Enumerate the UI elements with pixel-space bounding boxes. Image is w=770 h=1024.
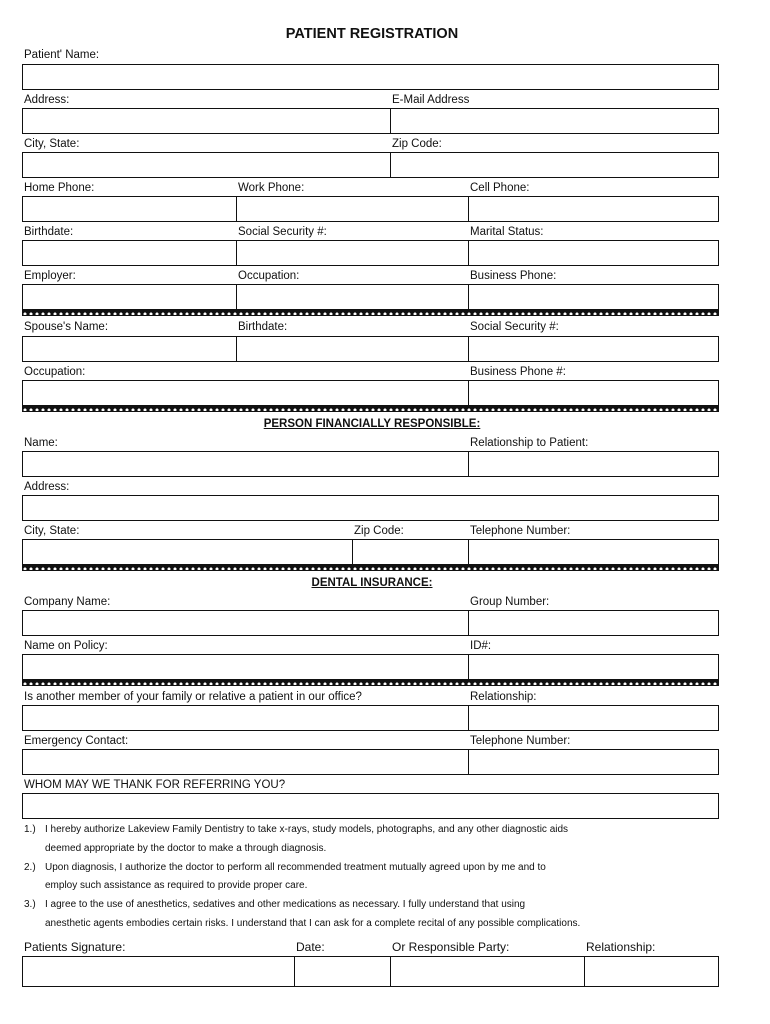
statement-2-number: 2.)	[24, 862, 36, 873]
occupation-label: Occupation:	[238, 270, 300, 282]
financial-address-label: Address:	[24, 481, 70, 493]
address-field[interactable]	[22, 108, 391, 134]
employer-field[interactable]	[22, 284, 237, 310]
section-divider	[22, 310, 719, 316]
emergency-telephone-label: Telephone Number:	[470, 735, 571, 747]
spouse-birthdate-field[interactable]	[236, 336, 469, 362]
marital-status-label: Marital Status:	[470, 226, 544, 238]
spouse-ssn-label: Social Security #:	[470, 321, 559, 333]
spouse-ssn-field[interactable]	[468, 336, 719, 362]
financial-address-field[interactable]	[22, 495, 719, 521]
business-phone-field[interactable]	[468, 284, 719, 310]
financial-heading: PERSON FINANCIALLY RESPONSIBLE:	[263, 418, 481, 430]
family-relationship-field[interactable]	[468, 705, 719, 731]
spouse-business-phone-field[interactable]	[468, 380, 719, 406]
signature-relationship-field[interactable]	[584, 956, 719, 987]
policy-name-label: Name on Policy:	[24, 640, 108, 652]
financial-relationship-field[interactable]	[468, 451, 719, 477]
statement-3-number: 3.)	[24, 899, 36, 910]
company-name-label: Company Name:	[24, 596, 111, 608]
company-name-field[interactable]	[22, 610, 469, 636]
birthdate-label: Birthdate:	[24, 226, 74, 238]
emergency-contact-label: Emergency Contact:	[24, 735, 129, 747]
insurance-heading: DENTAL INSURANCE:	[311, 577, 433, 589]
emergency-contact-field[interactable]	[22, 749, 469, 775]
zip-field[interactable]	[390, 152, 719, 178]
section-divider	[22, 406, 719, 412]
patient-signature-label: Patients Signature:	[24, 940, 126, 954]
city-state-label: City, State:	[24, 138, 80, 150]
marital-status-field[interactable]	[468, 240, 719, 266]
spouse-occupation-field[interactable]	[22, 380, 469, 406]
employer-label: Employer:	[24, 270, 76, 282]
home-phone-label: Home Phone:	[24, 182, 95, 194]
city-state-field[interactable]	[22, 152, 391, 178]
signature-relationship-label: Relationship:	[586, 940, 656, 954]
page-title: PATIENT REGISTRATION	[285, 26, 459, 42]
group-number-field[interactable]	[468, 610, 719, 636]
zip-label: Zip Code:	[392, 138, 442, 150]
policy-id-field[interactable]	[468, 654, 719, 680]
signature-date-field[interactable]	[294, 956, 391, 987]
birthdate-field[interactable]	[22, 240, 237, 266]
responsible-party-field[interactable]	[390, 956, 585, 987]
cell-phone-field[interactable]	[468, 196, 719, 222]
ssn-field[interactable]	[236, 240, 469, 266]
group-number-label: Group Number:	[470, 596, 550, 608]
spouse-name-field[interactable]	[22, 336, 237, 362]
section-divider	[22, 680, 719, 686]
financial-city-state-label: City, State:	[24, 525, 80, 537]
address-label: Address:	[24, 94, 70, 106]
email-field[interactable]	[390, 108, 719, 134]
occupation-field[interactable]	[236, 284, 469, 310]
patient-name-field[interactable]	[22, 64, 719, 90]
patient-name-label: Patient' Name:	[24, 49, 100, 61]
financial-name-label: Name:	[24, 437, 58, 449]
email-label: E-Mail Address	[392, 94, 470, 106]
financial-telephone-field[interactable]	[468, 539, 719, 565]
family-member-label: Is another member of your family or relative a patient in our office?	[24, 691, 362, 703]
business-phone-label: Business Phone:	[470, 270, 557, 282]
ssn-label: Social Security #:	[238, 226, 327, 238]
statement-2-line-2: employ such assistance as required to provide proper care.	[45, 880, 308, 891]
cell-phone-label: Cell Phone:	[470, 182, 530, 194]
spouse-birthdate-label: Birthdate:	[238, 321, 288, 333]
statement-1-line-2: deemed appropriate by the doctor to make a through diagnosis.	[45, 843, 327, 854]
financial-relationship-label: Relationship to Patient:	[470, 437, 589, 449]
financial-name-field[interactable]	[22, 451, 469, 477]
family-relationship-label: Relationship:	[470, 691, 537, 703]
work-phone-label: Work Phone:	[238, 182, 305, 194]
referral-field[interactable]	[22, 793, 719, 819]
statement-1-number: 1.)	[24, 824, 36, 835]
emergency-telephone-field[interactable]	[468, 749, 719, 775]
financial-city-state-field[interactable]	[22, 539, 353, 565]
policy-id-label: ID#:	[470, 640, 492, 652]
policy-name-field[interactable]	[22, 654, 469, 680]
spouse-occupation-label: Occupation:	[24, 366, 86, 378]
statement-2-line-1: Upon diagnosis, I authorize the doctor to perform all recommended treatment mutually agreed upon by me and to	[45, 862, 546, 873]
financial-telephone-label: Telephone Number:	[470, 525, 571, 537]
statement-3-line-2: anesthetic agents embodies certain risks. I understand that I can ask for a complete recital of any possible complications.	[45, 918, 581, 929]
section-divider	[22, 565, 719, 571]
patient-signature-field[interactable]	[22, 956, 295, 987]
statement-3-line-1: I agree to the use of anesthetics, sedatives and other medications as necessary. I fully understand that using	[45, 899, 526, 910]
responsible-party-label: Or Responsible Party:	[392, 940, 510, 954]
work-phone-field[interactable]	[236, 196, 469, 222]
spouse-name-label: Spouse's Name:	[24, 321, 109, 333]
spouse-business-phone-label: Business Phone #:	[470, 366, 566, 378]
financial-zip-label: Zip Code:	[354, 525, 404, 537]
financial-zip-field[interactable]	[352, 539, 469, 565]
statement-1-line-1: I hereby authorize Lakeview Family Dentistry to take x-rays, study models, photographs, and any other diagnostic aids	[45, 824, 569, 835]
home-phone-field[interactable]	[22, 196, 237, 222]
referral-label: WHOM MAY WE THANK FOR REFERRING YOU?	[24, 779, 286, 791]
signature-date-label: Date:	[296, 940, 325, 954]
family-member-field[interactable]	[22, 705, 469, 731]
